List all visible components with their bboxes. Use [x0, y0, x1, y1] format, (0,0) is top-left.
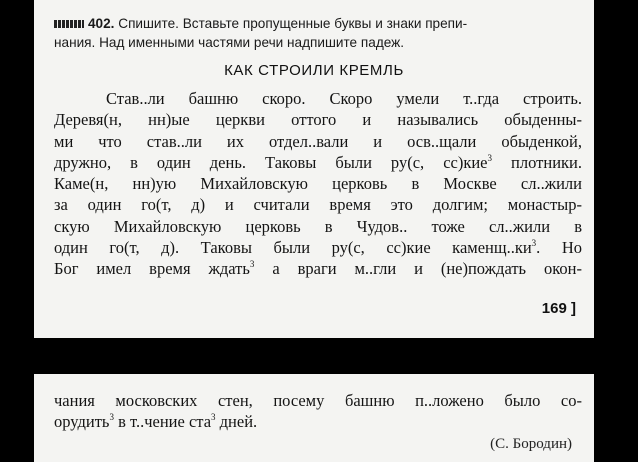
- cropped-header: [34, 0, 594, 4]
- text-line-5: Каме(н, нн)ую Михайловскую церковь в Москве сл..жили: [54, 174, 582, 194]
- text-line-1: Став..ли башню скоро. Скоро умели т..гда строить.: [106, 89, 582, 108]
- instruction-line-2: нания. Над именными частями речи надпишите падеж.: [54, 35, 405, 50]
- text-line-6: за один го(т, д) и считали время это долгим; монастыр-: [54, 195, 582, 215]
- footnote-sup: 3: [487, 152, 493, 163]
- text-title: КАК СТРОИЛИ КРЕМЛЬ: [224, 62, 404, 79]
- exercise-marker-icon: [54, 20, 84, 28]
- footnote-sup: 3: [211, 412, 216, 422]
- text-author: (С. Бородин): [490, 436, 572, 452]
- text-line-8: один го(т, д). Таковы были ру(с, сс)кие $каменщ..ки^3$. Но: [54, 238, 582, 258]
- exercise-instruction: [54, 14, 584, 52]
- text-line-7: скую Михайловскую церковь в Чудов.. тоже сл..жили в: [54, 216, 582, 236]
- text-line-3: ми что став..ли их отдел..вали и осв..щали обыденкой,: [54, 131, 582, 151]
- footnote-sup: 3: [249, 259, 255, 270]
- footnote-sup: 3: [109, 412, 114, 422]
- continued-line-1: чания московских стен, посему башню п..ложено было со-: [54, 391, 582, 410]
- instruction-line-1: [54, 14, 584, 33]
- exercise-number: 402.: [88, 16, 115, 31]
- textbook-page-bottom: [34, 374, 594, 462]
- text-line-2: Деревя(н, нн)ые церкви оттого и назывались обыденны-: [54, 110, 582, 130]
- instruction-text-1: Спишите. Вставьте пропущенные буквы и знаки препи-: [114, 16, 468, 31]
- page-number: 169 ]: [541, 300, 576, 317]
- textbook-page-top: [34, 0, 594, 338]
- footnote-sup: 3: [531, 238, 537, 249]
- text-line-9: Бог имел время ждать$^3$ а враги м..гли и (не)пождать окон-: [54, 259, 582, 279]
- exercise-text-continued: [54, 390, 582, 432]
- exercise-text: [54, 88, 582, 280]
- text-line-4: дружно, в один день. Таковы были ру(с, сс)кие$^3$ плотники.: [54, 152, 582, 172]
- continued-line-2: орудить$^3$ в т..чение ста$^3$ дней.: [54, 412, 258, 431]
